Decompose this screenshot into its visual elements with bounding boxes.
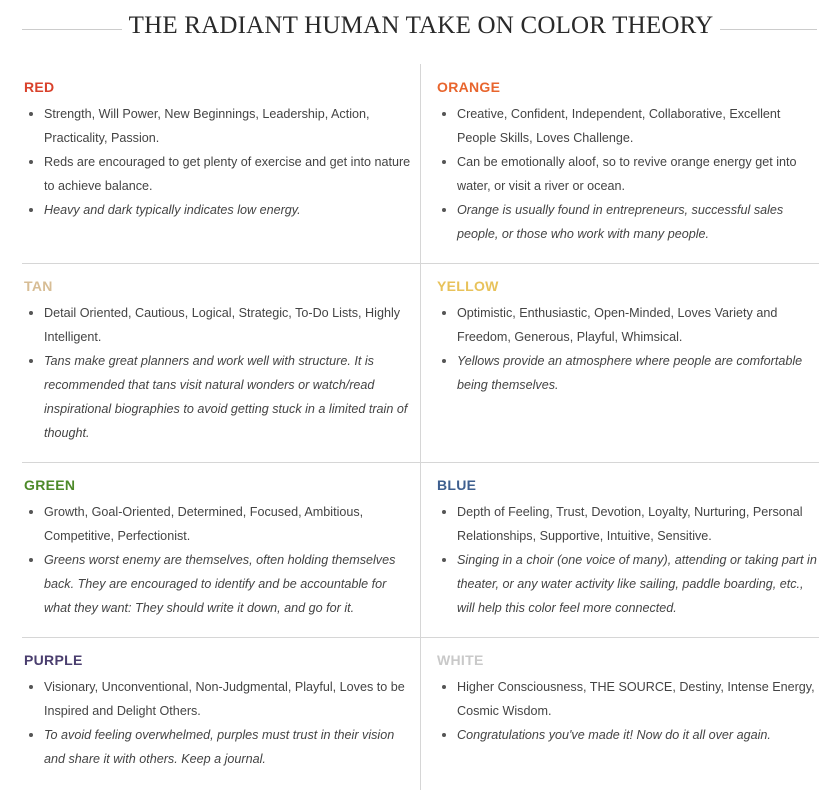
- bullet-icon: [442, 558, 446, 562]
- bullet-icon: [29, 359, 33, 363]
- list-item: [24, 675, 414, 723]
- bullet-icon: [29, 510, 33, 514]
- note-text: Congratulations you've made it! Now do it all over again.: [457, 728, 771, 742]
- trait-list: [437, 500, 819, 620]
- color-card-yellow: [437, 277, 819, 397]
- list-item: [24, 723, 414, 771]
- color-card-purple: [24, 651, 414, 771]
- list-item: [24, 102, 414, 150]
- bullet-icon: [442, 510, 446, 514]
- traits-text: Higher Consciousness, THE SOURCE, Destiny, Intense Energy, Cosmic Wisdom.: [457, 680, 815, 718]
- note-text: To avoid feeling overwhelmed, purples must trust in their vision and share it with others. Keep a journal.: [44, 728, 395, 766]
- trait-list: [24, 102, 414, 222]
- color-heading: TAN: [24, 278, 53, 294]
- list-item: [437, 102, 819, 150]
- color-card-green: [24, 476, 414, 620]
- title-row: [0, 0, 837, 60]
- color-heading: ORANGE: [437, 79, 501, 95]
- bullet-icon: [29, 112, 33, 116]
- bullet-icon: [29, 685, 33, 689]
- color-heading: RED: [24, 79, 55, 95]
- title-divider-left: [22, 29, 122, 30]
- list-item: [437, 349, 819, 397]
- bullet-icon: [29, 733, 33, 737]
- list-item: [24, 500, 414, 548]
- color-card-tan: [24, 277, 414, 445]
- bullet-icon: [442, 311, 446, 315]
- color-card-blue: [437, 476, 819, 620]
- traits-text: Visionary, Unconventional, Non-Judgmental, Playful, Loves to be Inspired and Delight Others.: [44, 680, 405, 718]
- note-text: Heavy and dark typically indicates low energy.: [44, 203, 301, 217]
- color-heading: YELLOW: [437, 278, 499, 294]
- note-text: Tans make great planners and work well with structure. It is recommended that tans visit natural wonders or watch/read inspirational biographies to avoid getting stuck in a limited train of thought.: [44, 354, 408, 440]
- list-item: [437, 723, 819, 747]
- list-item: [24, 301, 414, 349]
- bullet-icon: [442, 160, 446, 164]
- traits-text: Strength, Will Power, New Beginnings, Leadership, Action, Practicality, Passion.: [44, 107, 370, 145]
- trait-list: [24, 675, 414, 771]
- trait-list: [24, 500, 414, 620]
- list-item: [24, 198, 414, 222]
- color-heading: BLUE: [437, 477, 477, 493]
- list-item: [437, 500, 819, 548]
- title-divider-right: [720, 29, 817, 30]
- bullet-icon: [29, 208, 33, 212]
- color-heading: PURPLE: [24, 652, 83, 668]
- row-divider: [22, 263, 819, 264]
- traits-text: Detail Oriented, Cautious, Logical, Strategic, To-Do Lists, Highly Intelligent.: [44, 306, 401, 344]
- list-item: [24, 548, 414, 620]
- advice-text: Can be emotionally aloof, so to revive orange energy get into water, or visit a river or ocean.: [457, 155, 797, 193]
- list-item: [437, 301, 819, 349]
- advice-text: Reds are encouraged to get plenty of exercise and get into nature to achieve balance.: [44, 155, 411, 193]
- trait-list: [437, 102, 819, 246]
- row-divider: [22, 637, 819, 638]
- note-text: Singing in a choir (one voice of many), attending or taking part in theater, or any water activity like sailing, paddle boarding, etc., will help this color feel more connected.: [457, 553, 817, 615]
- page-title: THE RADIANT HUMAN TAKE ON COLOR THEORY: [128, 12, 714, 39]
- note-text: Greens worst enemy are themselves, often holding themselves back. They are encouraged to identify and be accountable for what they want: They should write it down, and go for it.: [44, 553, 396, 615]
- row-divider: [22, 462, 819, 463]
- list-item: [437, 548, 819, 620]
- color-card-orange: [437, 78, 819, 246]
- list-item: [24, 349, 414, 445]
- traits-text: Growth, Goal-Oriented, Determined, Focused, Ambitious, Competitive, Perfectionist.: [44, 505, 364, 543]
- color-card-red: [24, 78, 414, 222]
- trait-list: [437, 675, 819, 747]
- bullet-icon: [29, 160, 33, 164]
- traits-text: Creative, Confident, Independent, Collaborative, Excellent People Skills, Loves Challenge.: [457, 107, 781, 145]
- bullet-icon: [442, 685, 446, 689]
- bullet-icon: [442, 208, 446, 212]
- bullet-icon: [29, 558, 33, 562]
- column-divider: [420, 64, 421, 790]
- note-text: Yellows provide an atmosphere where people are comfortable being themselves.: [457, 354, 803, 392]
- bullet-icon: [29, 311, 33, 315]
- traits-text: Depth of Feeling, Trust, Devotion, Loyalty, Nurturing, Personal Relationships, Supportive, Intuitive, Sensitive.: [457, 505, 803, 543]
- list-item: [24, 150, 414, 198]
- trait-list: [24, 301, 414, 445]
- color-card-white: [437, 651, 819, 747]
- color-grid: [22, 64, 819, 790]
- bullet-icon: [442, 733, 446, 737]
- list-item: [437, 198, 819, 246]
- traits-text: Optimistic, Enthusiastic, Open-Minded, Loves Variety and Freedom, Generous, Playful, Whimsical.: [457, 306, 778, 344]
- bullet-icon: [442, 112, 446, 116]
- color-heading: WHITE: [437, 652, 484, 668]
- list-item: [437, 150, 819, 198]
- list-item: [437, 675, 819, 723]
- note-text: Orange is usually found in entrepreneurs, successful sales people, or those who work with many people.: [457, 203, 784, 241]
- trait-list: [437, 301, 819, 397]
- color-heading: GREEN: [24, 477, 76, 493]
- bullet-icon: [442, 359, 446, 363]
